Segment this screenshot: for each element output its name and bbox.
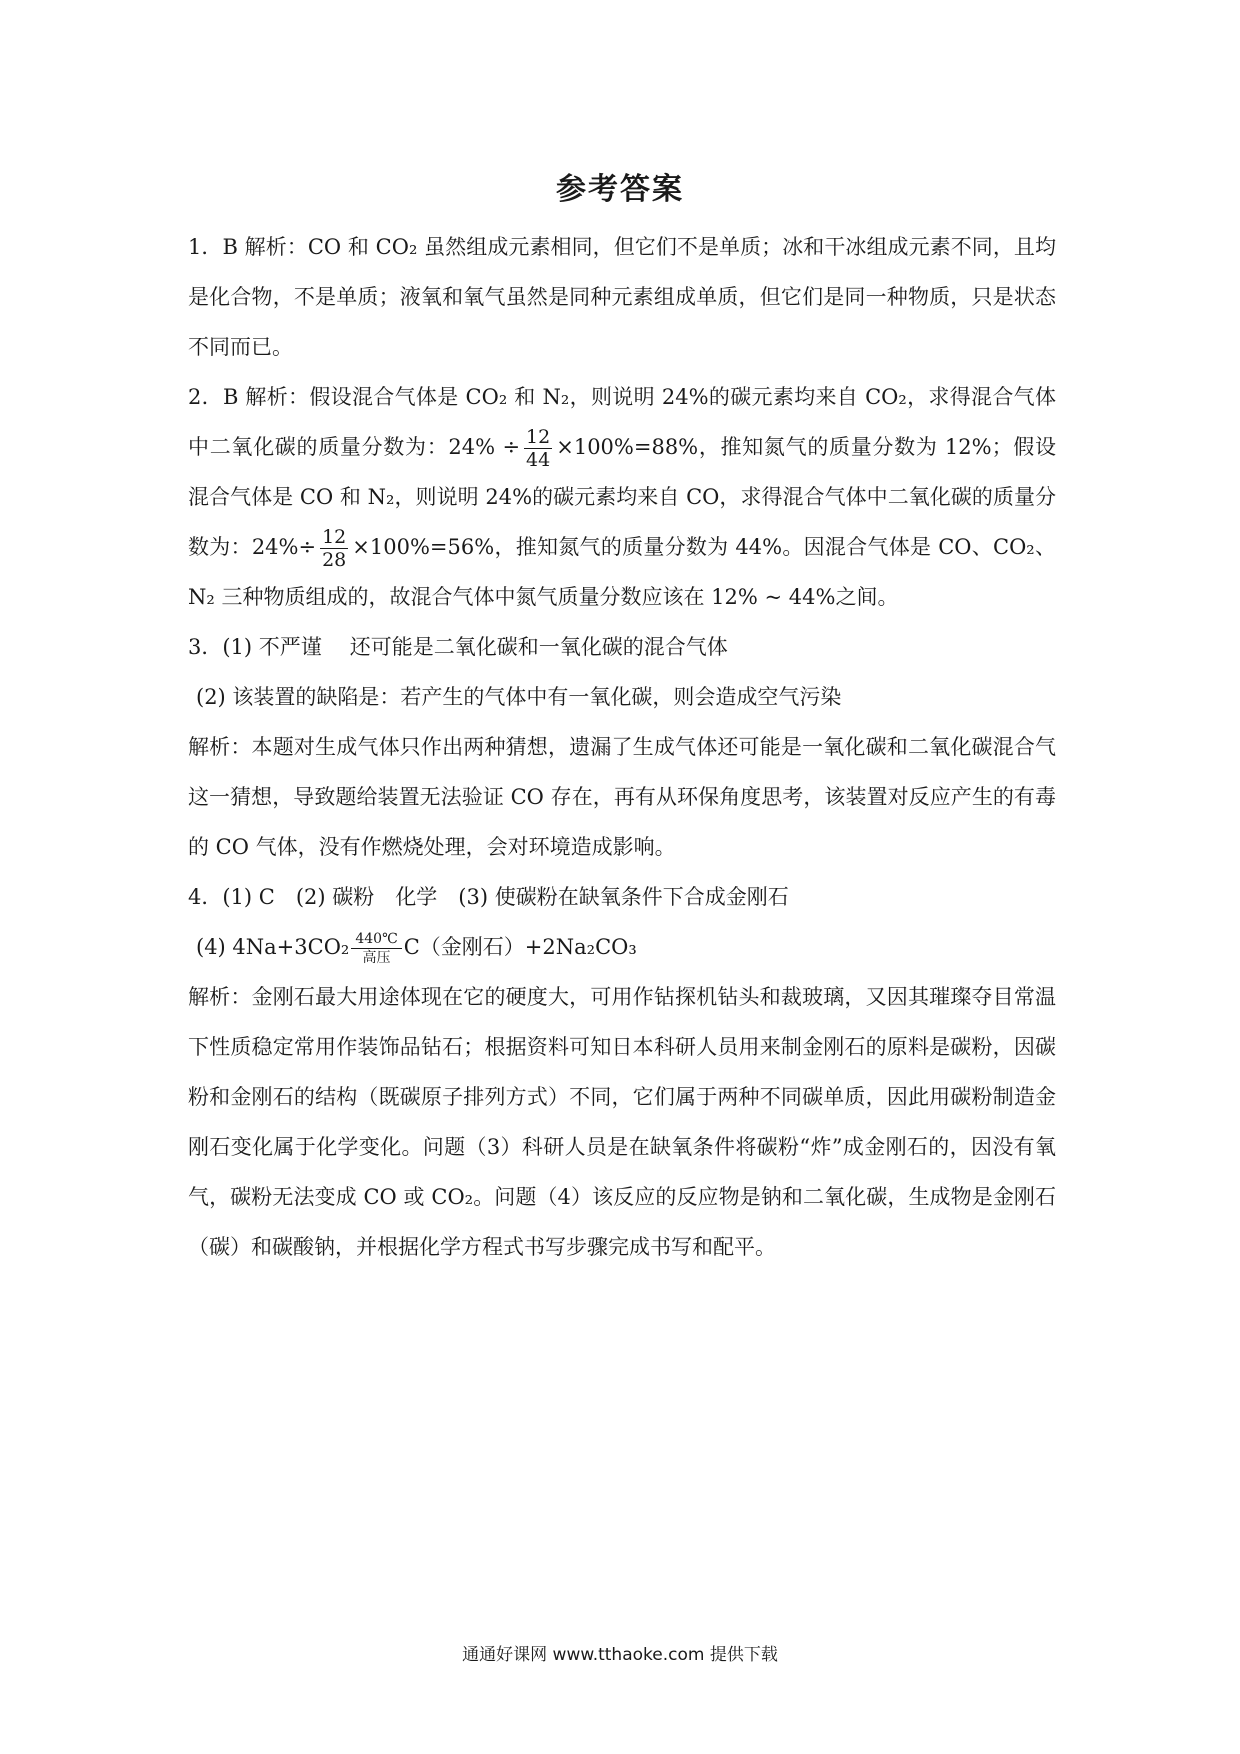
answer-3-1-text: 还可能是二氧化碳和一氧化碳的混合气体 — [349, 635, 728, 659]
answer-4-equation — [188, 922, 1056, 972]
fraction-denominator: 44 — [526, 449, 551, 471]
answer-2-part-2: ×100%=88%，推知氮气的质量分数为 12%；假设混合气体是 CO 和 N₂，则说明 24%的碳元素均来自 CO，求得混合气体中二氧化碳的质量分数为：24%÷ — [188, 435, 1056, 559]
fraction-denominator: 28 — [322, 549, 347, 571]
answer-2-part-3: ×100%=56%，推知氮气的质量分数为 44%。因混合气体是 CO、CO₂、N₂ 三种物质组成的，故混合气体中氮气质量分数应该在 12% ~ 44%之间。 — [188, 535, 1056, 609]
fraction-numerator: 12 — [526, 426, 551, 448]
equation-left: (4) 4Na+3CO₂ — [196, 935, 350, 959]
condition-temperature: 440℃ — [351, 930, 401, 949]
fraction-12-44 — [524, 426, 552, 471]
answer-3-analysis: 解析：本题对生成气体只作出两种猜想，遗漏了生成气体还可能是一氧化碳和二氧化碳混合气这一猜想，导致题给装置无法验证 CO 存在，再有从环保角度思考，该装置对反应产生的有毒的 CO 气体，没有作燃烧处理，会对环境造成影响。 — [188, 735, 1056, 859]
answer-content — [188, 222, 1056, 1272]
answer-3-line-2: (2) 该装置的缺陷是：若产生的气体中有一氧化碳，则会造成空气污染 — [196, 685, 842, 709]
reaction-condition — [351, 930, 401, 967]
answer-4-analysis: 解析：金刚石最大用途体现在它的硬度大，可用作钻探机钻头和裁玻璃，又因其璀璨夺目常温下性质稳定常用作装饰品钻石；根据资料可知日本科研人员用来制金刚石的原料是碳粉，因碳粉和金刚石的结构（既碳原子排列方式）不同，它们属于两种不同碳单质，因此用碳粉制造金刚石变化属于化学变化。问题（3）科研人员是在缺氧条件将碳粉“炸”成金刚石的，因没有氧气，碳粉无法变成 CO 或 CO₂。问题（4）该反应的反应物是钠和二氧化碳，生成物是金刚石（碳）和碳酸钠，并根据化学方程式书写步骤完成书写和配平。 — [188, 985, 1056, 1259]
answer-1: 1．B 解析：CO 和 CO₂ 虽然组成元素相同，但它们不是单质；冰和干冰组成元素不同，且均是化合物，不是单质；液氧和氧气虽然是同种元素组成单质，但它们是同一种物质，只是状态不同而已。 — [188, 235, 1056, 359]
equation-right: C（金刚石）+2Na₂CO₃ — [403, 935, 637, 959]
answer-3-line-1 — [188, 622, 1056, 672]
fraction-numerator: 12 — [322, 526, 347, 548]
page-title: 参考答案 — [556, 172, 684, 207]
answer-4-line-1: 4．(1) C (2) 碳粉 化学 (3) 使碳粉在缺氧条件下合成金刚石 — [188, 885, 789, 909]
answer-2 — [188, 372, 1056, 622]
fraction-12-28 — [320, 526, 348, 571]
answer-3-1-label: 3．(1) 不严谨 — [188, 635, 322, 659]
page-footer: 通通好课网 www.tthaoke.com 提供下载 — [462, 1645, 778, 1665]
answer-2-part-1: 2．B 解析：假设混合气体是 CO₂ 和 N₂，则说明 24%的碳元素均来自 CO₂，求得混合气体中二氧化碳的质量分数为：24% ÷ — [188, 385, 1056, 459]
condition-pressure: 高压 — [362, 950, 391, 966]
